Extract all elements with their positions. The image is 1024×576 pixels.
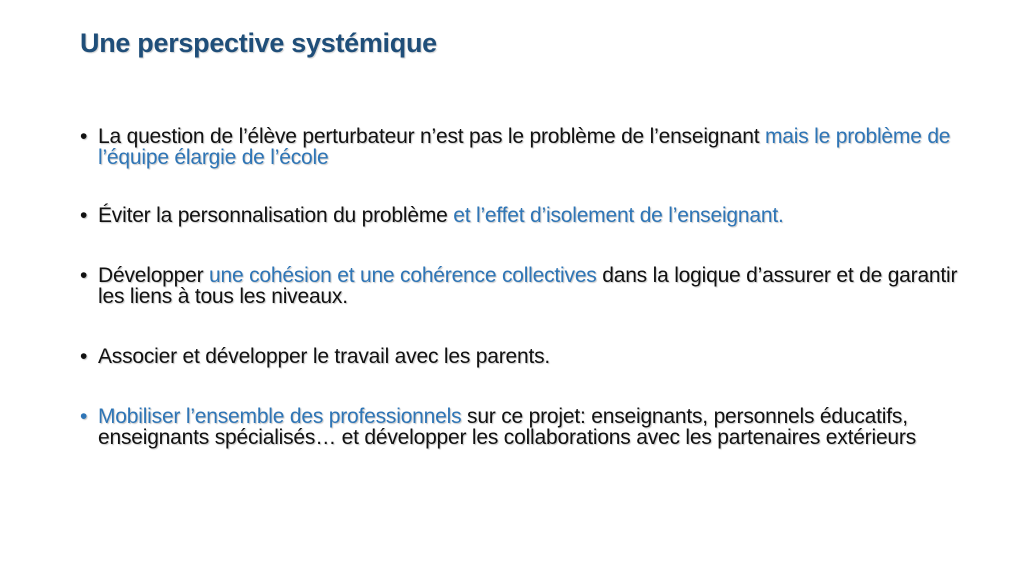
bullet-3-text: Développer (98, 264, 210, 287)
bullet-1-text: La question de l’élève perturbateur n’est pas le problème de l’enseignant (98, 125, 765, 148)
bullet-marker: • (80, 405, 88, 428)
bullet-2-text: Éviter la personnalisation du problème (98, 204, 454, 227)
bullet-3-text-end: dans la logique d’assurer et de garantir les liens à tous les niveaux. (98, 264, 958, 308)
bullet-5-text: sur ce projet: enseignants, personnels éducatifs, enseignants spécialisés… et développer les collaborations avec les partenaires extérieurs (98, 405, 916, 449)
bullet-5-accent-text: Mobiliser l’ensemble des professionnels (98, 405, 462, 428)
bullet-item-1 (80, 126, 960, 168)
slide-title: Une perspective systémique (80, 28, 437, 58)
bullet-item-3 (80, 265, 960, 307)
bullet-item-2 (80, 205, 960, 226)
bullet-4-text: Associer et développer le travail avec les parents. (98, 345, 551, 368)
bullet-marker: • (80, 264, 88, 287)
bullet-3-accent-text: une cohésion et une cohérence collectives (209, 264, 597, 287)
bullet-1-accent-text: mais le problème de l’équipe élargie de l’école (98, 125, 951, 169)
bullet-marker: • (80, 345, 88, 368)
bullet-marker: • (80, 204, 88, 227)
bullet-2-accent-text: et l’effet d’isolement de l’enseignant. (453, 204, 784, 227)
bullet-marker: • (80, 125, 88, 148)
bullet-item-5 (80, 406, 960, 448)
bullet-list (80, 126, 960, 448)
bullet-item-4 (80, 346, 960, 367)
